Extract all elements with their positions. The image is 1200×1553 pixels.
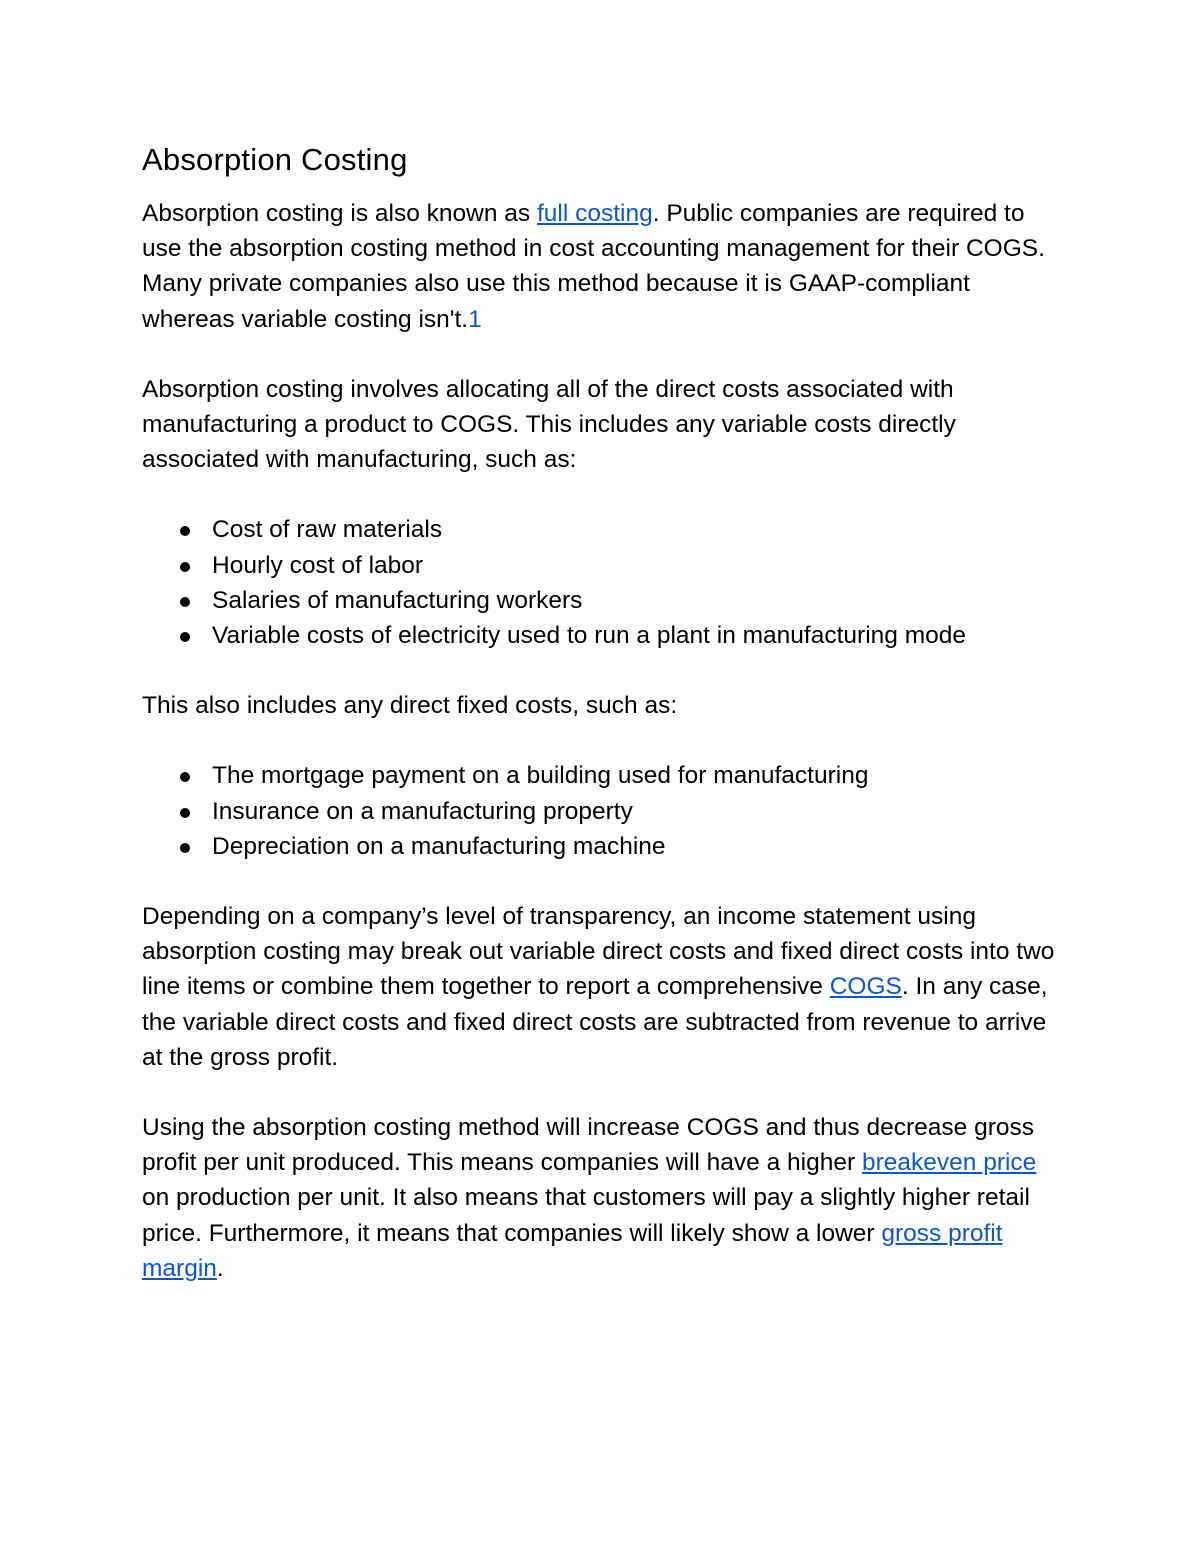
list-item: [142, 794, 1062, 829]
paragraph-text: .: [216, 1254, 224, 1282]
list-item: [142, 548, 1062, 583]
variable-costs-list: [142, 512, 1062, 653]
link-cogs[interactable]: COGS: [829, 973, 902, 1001]
paragraph-text: . Public companies are required to use the absorption costing method in cost accounting management for their COGS. Many private companies also use this method because it is GAAP-compliant whereas variable costing isn't.: [142, 200, 1045, 333]
link-breakeven-price[interactable]: breakeven price: [861, 1149, 1037, 1177]
page-title: Absorption Costing: [142, 142, 408, 177]
paragraph-intro: [142, 196, 1062, 337]
bullet-icon: [180, 632, 190, 642]
paragraph-method-effects: [142, 1110, 1062, 1286]
link-full-costing[interactable]: full costing: [536, 200, 653, 227]
link-gross-profit-margin[interactable]: gross profit margin: [142, 1219, 1003, 1282]
list-item-text: Depreciation on a manufacturing machine: [212, 832, 666, 860]
list-item: [142, 618, 1062, 653]
list-item-text: Insurance on a manufacturing property: [212, 797, 633, 825]
list-item-text: Cost of raw materials: [212, 516, 443, 544]
bullet-icon: [180, 843, 190, 853]
paragraph-text: Absorption costing is also known as: [142, 200, 537, 227]
bullet-icon: [180, 808, 190, 818]
list-item-text: Variable costs of electricity used to run a plant in manufacturing mode: [212, 622, 966, 650]
bullet-icon: [180, 597, 190, 607]
paragraph-direct-costs: Absorption costing involves allocating all of the direct costs associated with manufacturing a product to COGS. This includes any variable costs directly associated with manufacturing, such as:: [142, 375, 956, 474]
bullet-icon: [180, 562, 190, 572]
paragraph-text: Using the absorption costing method will increase COGS and thus decrease gross profit per unit produced. This means companies will have a higher: [142, 1114, 1034, 1177]
bullet-icon: [180, 772, 190, 782]
fixed-costs-list: [142, 758, 1062, 864]
list-item: [142, 512, 1062, 547]
paragraph-text: Depending on a company’s level of transparency, an income statement using absorption costing may break out variable direct costs and fixed direct costs into two line items or combine them together to report a comprehensive: [142, 903, 1055, 1001]
paragraph-text: . In any case, the variable direct costs and fixed direct costs are subtracted from revenue to arrive at the gross profit.: [142, 973, 1048, 1071]
paragraph-fixed-costs: This also includes any direct fixed costs, such as:: [142, 692, 678, 720]
list-item: [142, 829, 1062, 864]
list-item-text: Hourly cost of labor: [212, 551, 424, 579]
document-page: [142, 138, 1062, 1286]
footnote-reference[interactable]: 1: [468, 305, 482, 333]
paragraph-income-statement: [142, 899, 1062, 1075]
list-item: [142, 758, 1062, 793]
list-item-text: Salaries of manufacturing workers: [212, 586, 583, 614]
list-item: [142, 583, 1062, 618]
paragraph-text: on production per unit. It also means that customers will pay a slightly higher retail price. Furthermore, it means that companies will likely show a lower: [142, 1184, 1030, 1247]
list-item-text: The mortgage payment on a building used for manufacturing: [212, 762, 869, 790]
bullet-icon: [180, 526, 190, 536]
